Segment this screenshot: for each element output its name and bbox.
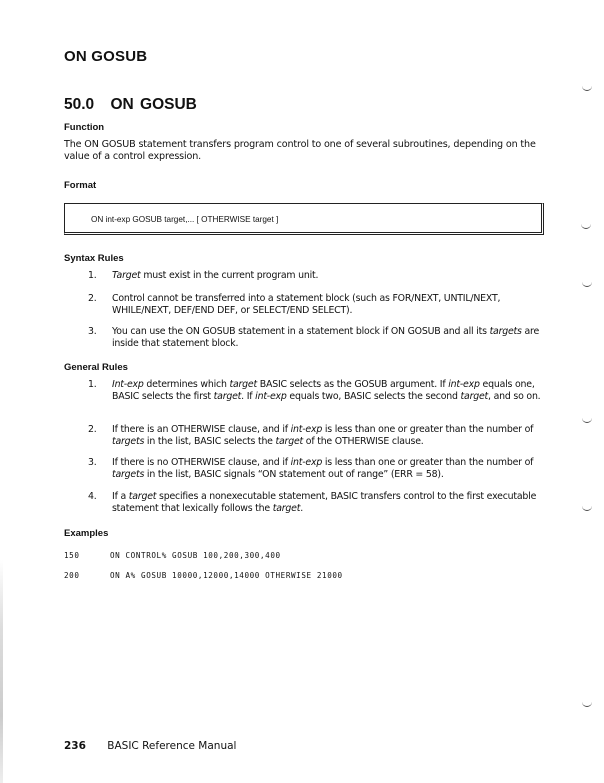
- page-footer: [64, 740, 236, 752]
- binding-mark: [581, 224, 591, 229]
- page-number: 236: [64, 740, 86, 752]
- rule-text: You can use the ON GOSUB statement in a statement block if ON GOSUB and all its targets are inside that statement block.: [112, 326, 540, 350]
- rule-number: 3.: [88, 457, 97, 468]
- binding-mark: [582, 418, 592, 423]
- section-number: 50.0: [64, 96, 95, 113]
- rule-number: 3.: [88, 326, 97, 337]
- binding-mark: [582, 86, 592, 91]
- binding-mark: [582, 702, 592, 707]
- example-line-number: 200: [64, 571, 80, 580]
- section-name: ON GOSUB: [110, 96, 197, 113]
- general-rules-heading: General Rules: [64, 362, 128, 373]
- examples-heading: Examples: [64, 528, 109, 539]
- running-head: ON GOSUB: [64, 48, 148, 65]
- function-text: The ON GOSUB statement transfers program control to one of several subroutines, depending on the value of a control expression.: [64, 139, 536, 162]
- format-heading: Format: [64, 180, 97, 191]
- scan-edge-shadow: [0, 560, 3, 783]
- rule-number: 2.: [88, 424, 97, 435]
- rule-text: If there is an OTHERWISE clause, and if int-exp is less than one or greater than the number of targets in the list, BASIC selects the target of the OTHERWISE clause.: [112, 424, 534, 448]
- rule-text: If there is no OTHERWISE clause, and if int-exp is less than one or greater than the number of targets in the list, BASIC signals “ON statement out of range” (ERR = 58).: [112, 457, 534, 481]
- rule-text: If a target specifies a nonexecutable statement, BASIC transfers control to the first executable statement that lexically follows the target.: [112, 491, 537, 515]
- rule-text: Target must exist in the current program unit.: [112, 270, 319, 281]
- section-title: [64, 96, 197, 114]
- example-code: ON A% GOSUB 10000,12000,14000 OTHERWISE 21000: [110, 571, 343, 580]
- format-box: [64, 203, 544, 235]
- format-syntax: ON int-exp GOSUB target,... [ OTHERWISE target ]: [91, 215, 279, 224]
- example-code: ON CONTROL% GOSUB 100,200,300,400: [110, 551, 281, 560]
- example-line-number: 150: [64, 551, 80, 560]
- rule-number: 2.: [88, 293, 97, 304]
- rule-text: Int-exp determines which target BASIC selects as the GOSUB argument. If int-exp equals one, BASIC selects the first target. If int-exp equals two, BASIC selects the second target, and so on.: [112, 379, 541, 403]
- binding-mark: [582, 506, 592, 511]
- rule-number: 4.: [88, 491, 97, 502]
- rule-text: Control cannot be transferred into a statement block (such as FOR/NEXT, UNTIL/NEXT, WHILE/NEXT, DEF/END DEF, or SELECT/END SELECT).: [112, 293, 501, 317]
- rule-number: 1.: [88, 270, 97, 281]
- rule-number: 1.: [88, 379, 97, 390]
- manual-title: BASIC Reference Manual: [107, 740, 237, 752]
- binding-mark: [582, 282, 592, 287]
- syntax-rules-heading: Syntax Rules: [64, 253, 124, 264]
- function-heading: Function: [64, 122, 105, 133]
